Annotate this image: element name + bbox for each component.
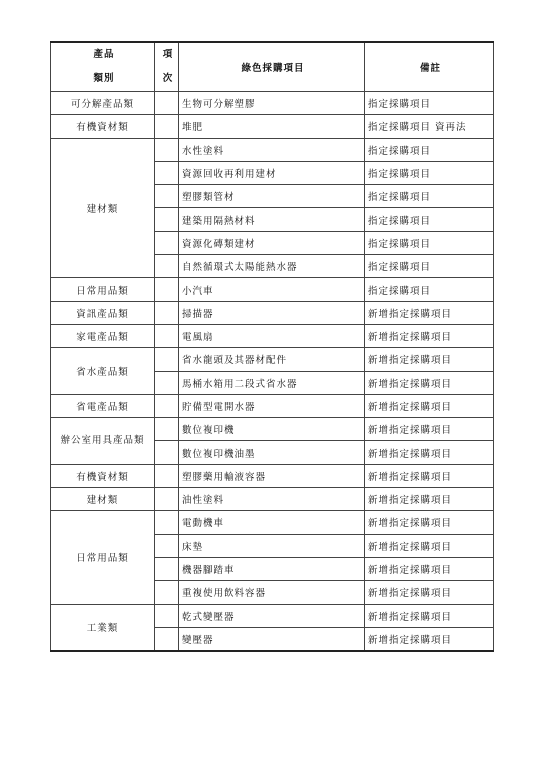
- table-body: [51, 92, 494, 652]
- table-row: [51, 418, 494, 441]
- seq-cell: [155, 324, 179, 347]
- table-row: [51, 92, 494, 115]
- seq-cell: [155, 604, 179, 627]
- header-remark: 備註: [365, 42, 494, 92]
- category-cell: 資訊產品類: [51, 301, 155, 324]
- item-cell: 電動機車: [179, 511, 365, 534]
- item-cell: 資源回收再利用建材: [179, 161, 365, 184]
- header-seq-line2: 次: [162, 73, 174, 84]
- seq-cell: [155, 231, 179, 254]
- remark-cell: 新增指定採購項目: [365, 371, 494, 394]
- category-cell: 辦公室用具產品類: [51, 418, 155, 465]
- seq-cell: [155, 511, 179, 534]
- remark-cell: 指定採購項目: [365, 92, 494, 115]
- category-cell: 省水產品類: [51, 348, 155, 395]
- category-cell: 省電產品類: [51, 394, 155, 417]
- item-cell: 重複使用飲料容器: [179, 581, 365, 604]
- category-cell: 家電產品類: [51, 324, 155, 347]
- table-row: [51, 115, 494, 138]
- header-category: [51, 42, 155, 92]
- table-row: [51, 604, 494, 627]
- remark-cell: 指定採購項目 資再法: [365, 115, 494, 138]
- category-cell: 建材類: [51, 488, 155, 511]
- remark-cell: 新增指定採購項目: [365, 627, 494, 651]
- remark-cell: 新增指定採購項目: [365, 604, 494, 627]
- table-row: [51, 278, 494, 301]
- remark-cell: 新增指定採購項目: [365, 324, 494, 347]
- item-cell: 機器腳踏車: [179, 557, 365, 580]
- seq-cell: [155, 208, 179, 231]
- header-seq: [155, 42, 179, 92]
- category-cell: 有機資材類: [51, 464, 155, 487]
- item-cell: 資源化磚類建材: [179, 231, 365, 254]
- category-cell: 可分解產品類: [51, 92, 155, 115]
- table-row: [51, 511, 494, 534]
- remark-cell: 新增指定採購項目: [365, 394, 494, 417]
- seq-cell: [155, 301, 179, 324]
- category-cell: 工業類: [51, 604, 155, 651]
- header-category-line1: 產品: [93, 49, 115, 60]
- table-row: [51, 394, 494, 417]
- remark-cell: 新增指定採購項目: [365, 418, 494, 441]
- seq-cell: [155, 557, 179, 580]
- seq-cell: [155, 581, 179, 604]
- item-cell: 建築用隔熱材料: [179, 208, 365, 231]
- item-cell: 自然循環式太陽能熱水器: [179, 255, 365, 278]
- seq-cell: [155, 161, 179, 184]
- seq-cell: [155, 115, 179, 138]
- seq-cell: [155, 185, 179, 208]
- seq-cell: [155, 255, 179, 278]
- item-cell: 油性塗料: [179, 488, 365, 511]
- item-cell: 生物可分解塑膠: [179, 92, 365, 115]
- header-row: [51, 42, 494, 92]
- seq-cell: [155, 348, 179, 371]
- seq-cell: [155, 627, 179, 651]
- seq-cell: [155, 92, 179, 115]
- seq-cell: [155, 418, 179, 441]
- green-procurement-table: [50, 41, 494, 652]
- remark-cell: 指定採購項目: [365, 278, 494, 301]
- table-row: [51, 488, 494, 511]
- table-row: [51, 301, 494, 324]
- item-cell: 變壓器: [179, 627, 365, 651]
- item-cell: 掃描器: [179, 301, 365, 324]
- remark-cell: 指定採購項目: [365, 231, 494, 254]
- seq-cell: [155, 371, 179, 394]
- item-cell: 塑膠藥用輸液容器: [179, 464, 365, 487]
- item-cell: 數位複印機油墨: [179, 441, 365, 464]
- remark-cell: 新增指定採購項目: [365, 301, 494, 324]
- item-cell: 馬桶水箱用二段式省水器: [179, 371, 365, 394]
- seq-cell: [155, 464, 179, 487]
- item-cell: 貯備型電開水器: [179, 394, 365, 417]
- table-row: [51, 348, 494, 371]
- seq-cell: [155, 278, 179, 301]
- item-cell: 塑膠類管材: [179, 185, 365, 208]
- remark-cell: 新增指定採購項目: [365, 581, 494, 604]
- remark-cell: 新增指定採購項目: [365, 488, 494, 511]
- remark-cell: 指定採購項目: [365, 255, 494, 278]
- header-category-line2: 類別: [93, 73, 115, 84]
- seq-cell: [155, 138, 179, 161]
- item-cell: 乾式變壓器: [179, 604, 365, 627]
- seq-cell: [155, 394, 179, 417]
- table-row: [51, 464, 494, 487]
- remark-cell: 指定採購項目: [365, 138, 494, 161]
- item-cell: 數位複印機: [179, 418, 365, 441]
- category-cell: 日常用品類: [51, 278, 155, 301]
- remark-cell: 新增指定採購項目: [365, 534, 494, 557]
- item-cell: 床墊: [179, 534, 365, 557]
- item-cell: 水性塗料: [179, 138, 365, 161]
- remark-cell: 新增指定採購項目: [365, 441, 494, 464]
- category-cell: 日常用品類: [51, 511, 155, 604]
- item-cell: 電風扇: [179, 324, 365, 347]
- category-cell: 建材類: [51, 138, 155, 278]
- remark-cell: 新增指定採購項目: [365, 511, 494, 534]
- remark-cell: 指定採購項目: [365, 208, 494, 231]
- table-row: [51, 324, 494, 347]
- seq-cell: [155, 534, 179, 557]
- remark-cell: 指定採購項目: [365, 161, 494, 184]
- remark-cell: 新增指定採購項目: [365, 557, 494, 580]
- seq-cell: [155, 441, 179, 464]
- remark-cell: 新增指定採購項目: [365, 464, 494, 487]
- header-item: 綠色採購項目: [179, 42, 365, 92]
- item-cell: 省水龍頭及其器材配件: [179, 348, 365, 371]
- remark-cell: 指定採購項目: [365, 185, 494, 208]
- table-row: [51, 138, 494, 161]
- seq-cell: [155, 488, 179, 511]
- item-cell: 堆肥: [179, 115, 365, 138]
- header-seq-line1: 項: [162, 49, 174, 60]
- remark-cell: 新增指定採購項目: [365, 348, 494, 371]
- item-cell: 小汽車: [179, 278, 365, 301]
- category-cell: 有機資材類: [51, 115, 155, 138]
